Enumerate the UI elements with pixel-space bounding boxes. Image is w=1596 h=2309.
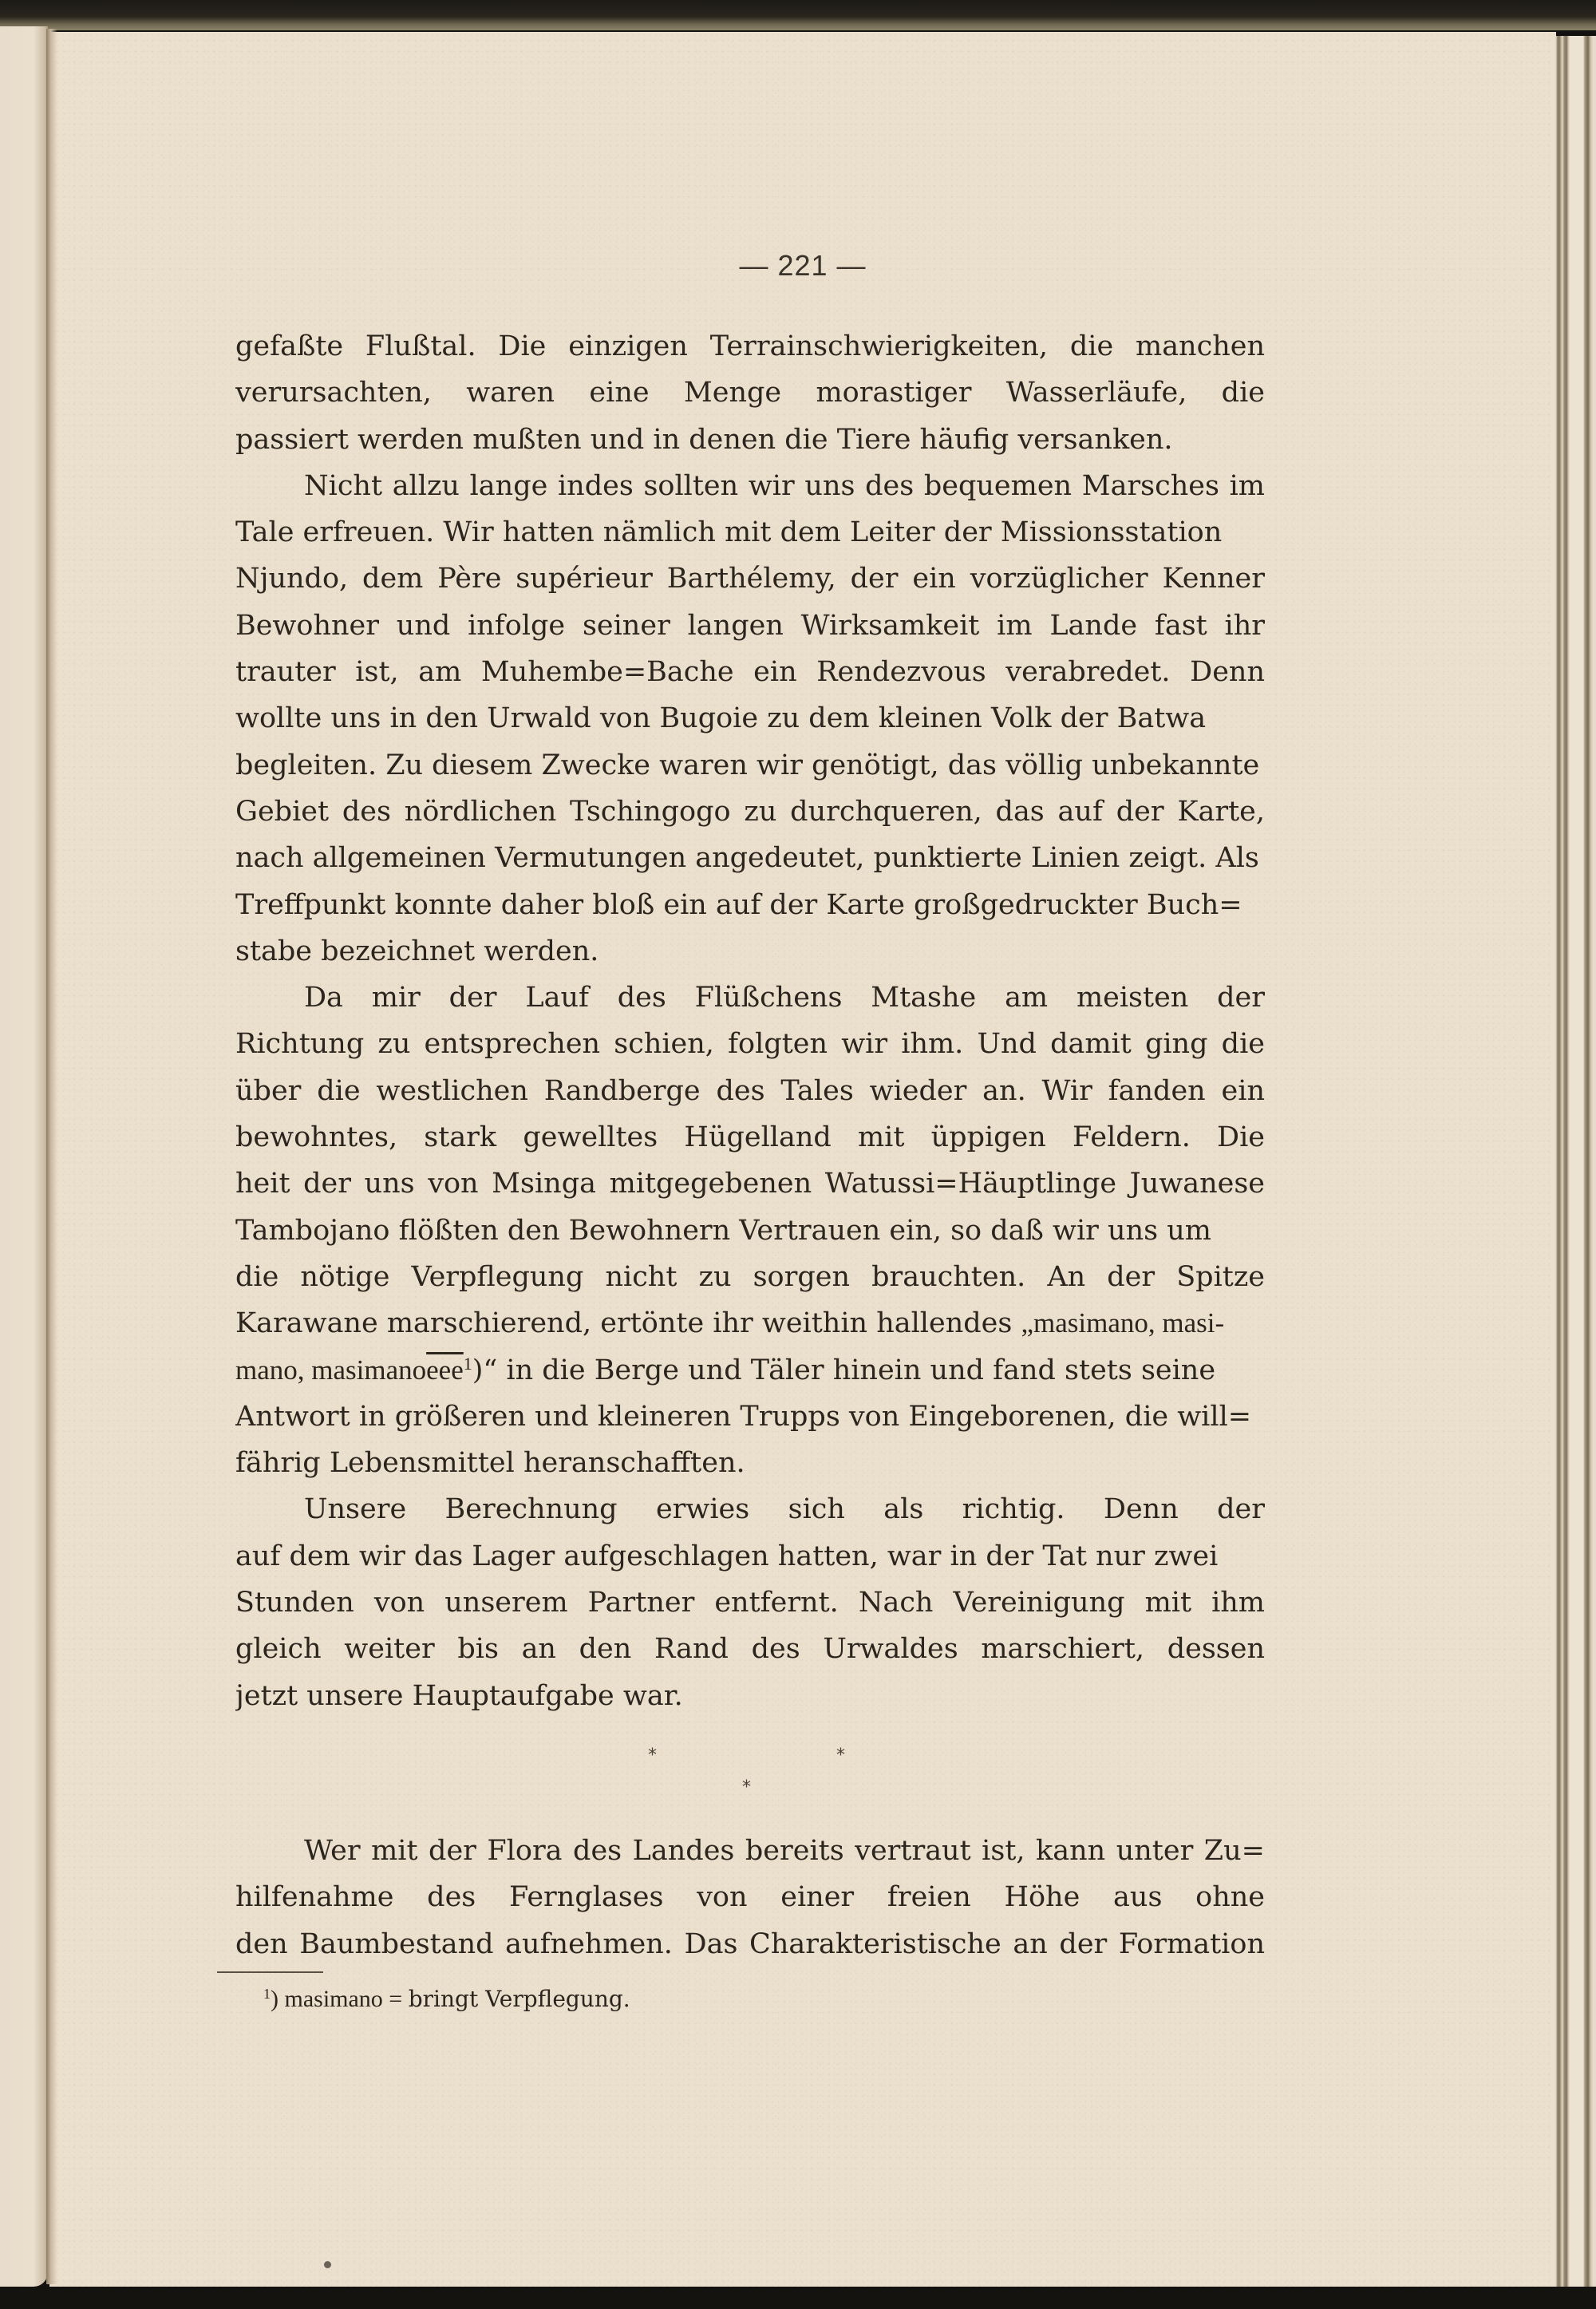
footnote <box>263 1986 630 2013</box>
roman-text: „masimano, masi- <box>1021 1307 1225 1339</box>
text-line: den Baumbestand aufnehmen. Das Charakteristische an der Formation <box>235 1927 1265 1960</box>
text-line: passiert werden mußten und in denen die Tiere häufig versanken. <box>235 423 1173 456</box>
text-line: jetzt unsere Hauptaufgabe war. <box>235 1679 683 1712</box>
text-line: Tale erfreuen. Wir hatten nämlich mit dem Leiter der Missionsstation <box>235 516 1223 549</box>
text-line: auf dem wir das Lager aufgeschlagen hatten, war in der Tat nur zwei <box>235 1540 1219 1572</box>
section-break <box>49 1740 1556 1812</box>
asterisk-icon: ⁎ <box>742 1772 751 1792</box>
body-text <box>235 323 1265 1719</box>
text-line: Antwort in größeren und kleineren Trupps von Eingeborenen, die will= <box>235 1400 1252 1433</box>
text-line: Nicht allzu lange indes sollten wir uns des bequemen Marsches im <box>304 469 1265 502</box>
paragraph <box>235 1486 1265 1718</box>
facing-page-edge <box>0 26 48 2287</box>
text-line: wollte uns in den Urwald von Bugoie zu dem kleinen Volk der Batwa <box>235 702 1207 735</box>
page-number: — 221 — <box>739 249 867 282</box>
footnote-separator <box>217 1971 323 1973</box>
gutter-shadow <box>46 29 57 2284</box>
text-line: Richtung zu entsprechen schien, folgten wir ihm. Und damit ging die <box>235 1028 1265 1061</box>
ink-speck <box>324 2261 331 2268</box>
roman-overlined-text: $\overline{eee}$ <box>426 1354 464 1386</box>
paragraph <box>235 463 1265 975</box>
text-line: trauter ist, am Muhembe=Bache ein Rendezvous verabredet. Denn <box>235 656 1265 689</box>
text-line: gefaßte Flußtal. Die einzigen Terrainschwierigkeiten, die manchen <box>235 330 1265 362</box>
page-stack-edges <box>1555 36 1596 2287</box>
text-line: Gebiet des nördlichen Tschingogo zu durchqueren, das auf der Karte, <box>235 795 1265 828</box>
background-bottom <box>0 2287 1596 2309</box>
fraktur-text: Karawane marschierend, ertönte ihr weithin hallendes <box>235 1307 1021 1340</box>
body-text-continued <box>235 1828 1265 1967</box>
text-line: die nötige Verpflegung nicht zu sorgen brauchten. An der Spitze <box>235 1260 1265 1293</box>
footnote-definition: bringt Verpflegung. <box>408 1986 630 2012</box>
text-line: über die westlichen Randberge des Tales wieder an. Wir fanden ein <box>235 1074 1265 1107</box>
footnote-paren: ) <box>271 1986 279 2012</box>
paragraph <box>235 975 1265 1486</box>
text-line: Treffpunkt konnte daher bloß ein auf der Karte großgedruckter Buch= <box>235 888 1242 921</box>
footnote-mark: 1 <box>263 1986 271 2002</box>
text-line: begleiten. Zu diesem Zwecke waren wir genötigt, das völlig unbekannte <box>235 749 1260 781</box>
asterisk-icon: ⁎ <box>648 1740 657 1760</box>
text-line: Wer mit der Flora des Landes bereits vertraut ist, kann unter Zu= <box>304 1835 1265 1867</box>
footnote-term: masimano = <box>279 1986 409 2012</box>
asterisk-icon: ⁎ <box>836 1740 845 1760</box>
text-line-mixed <box>235 1347 1265 1394</box>
text-line: Da mir der Lauf des Flüßchens Mtashe am meisten der <box>304 982 1265 1014</box>
text-line: Bewohner und infolge seiner langen Wirksamkeit im Lande fast ihr <box>235 609 1265 642</box>
roman-text: mano, masimano <box>235 1354 427 1386</box>
paragraph <box>235 1828 1265 1967</box>
text-line: stabe bezeichnet werden. <box>235 935 599 967</box>
text-line: bewohntes, stark gewelltes Hügelland mit üppigen Feldern. Die <box>235 1121 1265 1154</box>
text-line: Njundo, dem Père supérieur Barthélemy, der ein vorzüglicher Kenner <box>235 563 1265 595</box>
paragraph <box>235 323 1265 463</box>
text-line: Stunden von unserem Partner entfernt. Nach Vereinigung mit ihm <box>235 1587 1265 1619</box>
text-line: Unsere Berechnung erwies sich als richtig. Denn der <box>304 1493 1265 1526</box>
text-line: hilfenahme des Fernglases von einer freien Höhe aus ohne <box>235 1881 1265 1914</box>
text-line: Tambojano flößten den Bewohnern Vertrauen ein, so daß wir uns um <box>235 1214 1211 1247</box>
text-line: nach allgemeinen Vermutungen angedeutet, punktierte Linien zeigt. Als <box>235 842 1259 875</box>
text-line: verursachten, waren eine Menge morastiger Wasserläufe, die <box>235 377 1265 409</box>
footnote-reference[interactable]: 1 <box>463 1353 472 1374</box>
fraktur-text: )“ in die Berge und Täler hinein und fand stets seine <box>472 1354 1216 1386</box>
text-line: gleich weiter bis an den Rand des Urwaldes marschiert, dessen <box>235 1633 1265 1666</box>
text-line: fährig Lebensmittel heranschafften. <box>235 1447 745 1480</box>
book-binding-top <box>0 0 1596 30</box>
text-line-mixed <box>235 1300 1265 1346</box>
text-line: heit der uns von Msinga mitgegebenen Watussi=Häuptlinge Juwanese <box>235 1168 1265 1200</box>
